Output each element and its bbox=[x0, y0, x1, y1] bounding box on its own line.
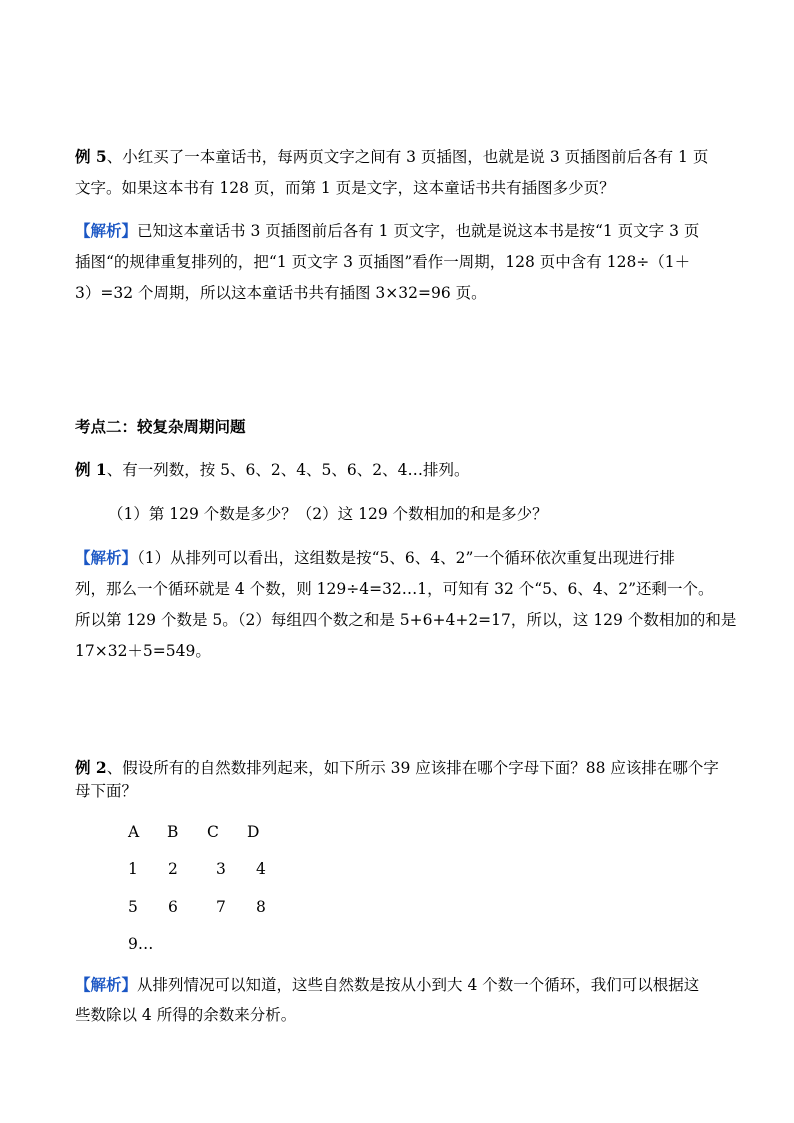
solution-5-line-2: 插图“的规律重复排列的，把“1 页文字 3 页插图”看作一周期，128 页中含有 128÷（1＋ bbox=[75, 253, 691, 271]
example-5-line-2: 文字。如果这本书有 128 页，而第 1 页是文字，这本童话书共有插图多少页？ bbox=[75, 179, 615, 197]
section-title: 考点二：较复杂周期问题 bbox=[75, 417, 246, 436]
table-cell: 6 bbox=[168, 898, 178, 916]
solution-1-line-4: 17×32＋5=549。 bbox=[75, 642, 211, 660]
example-1-question: （1）第 129 个数是多少？（2）这 129 个数相加的和是多少？ bbox=[108, 505, 548, 523]
example-2-line-1 bbox=[75, 758, 719, 778]
solution-5-line-1 bbox=[75, 221, 699, 241]
solution-2-tag: 【解析】 bbox=[75, 975, 138, 994]
example-5-text-1: 、小红买了一本童话书，每两页文字之间有 3 页插图，也就是说 3 页插图前后各有 1 页 bbox=[106, 148, 709, 166]
solution-2-line-1 bbox=[75, 975, 699, 995]
solution-1-line-1 bbox=[75, 548, 675, 568]
solution-2-line-2: 些数除以 4 所得的余数来分析。 bbox=[75, 1006, 297, 1024]
table-cell: 7 bbox=[216, 898, 226, 916]
table-cell: 1 bbox=[128, 860, 138, 878]
table-cell: 4 bbox=[256, 860, 266, 878]
solution-5-line-3: 3）=32 个周期，所以这本童话书共有插图 3×32=96 页。 bbox=[75, 284, 487, 302]
solution-5-text-1: 已知这本童话书 3 页插图前后各有 1 页文字，也就是说这本书是按“1 页文字 3 页 bbox=[137, 222, 700, 240]
solution-1-text-1: （1）从排列可以看出，这组数是按“5、6、4、2”一个循环依次重复出现进行排 bbox=[137, 549, 675, 567]
table-cell: 3 bbox=[216, 860, 226, 878]
solution-1-line-2: 列，那么一个循环就是 4 个数，则 129÷4=32…1，可知有 32 个“5、6、4、2”还剩一个。 bbox=[75, 580, 714, 598]
example-1-label: 例 1 bbox=[75, 460, 107, 479]
table-cell: 8 bbox=[256, 898, 266, 916]
table-header-cell: A bbox=[128, 823, 140, 841]
example-1-line-1 bbox=[75, 460, 470, 480]
table-header-cell: D bbox=[247, 823, 260, 841]
example-1-text-1: 、有一列数，按 5、6、2、4、5、6、2、4…排列。 bbox=[106, 461, 470, 479]
table-cell: 2 bbox=[168, 860, 178, 878]
solution-1-line-3: 所以第 129 个数是 5。（2）每组四个数之和是 5+6+4+2=17，所以，这 129 个数相加的和是 bbox=[75, 611, 737, 629]
solution-5-tag: 【解析】 bbox=[75, 221, 138, 240]
example-2-label: 例 2 bbox=[75, 758, 107, 777]
table-cell: 5 bbox=[128, 898, 138, 916]
solution-2-text-1: 从排列情况可以知道，这些自然数是按从小到大 4 个数一个循环，我们可以根据这 bbox=[137, 976, 700, 994]
table-cell: 9… bbox=[128, 935, 154, 953]
solution-1-tag: 【解析】 bbox=[75, 548, 138, 567]
example-5-label: 例 5 bbox=[75, 147, 107, 166]
example-2-line-2: 母下面？ bbox=[75, 782, 138, 800]
table-header-cell: B bbox=[167, 823, 179, 841]
example-5-line-1 bbox=[75, 147, 708, 167]
table-header-cell: C bbox=[207, 823, 219, 841]
example-2-text-1: 、假设所有的自然数排列起来，如下所示 39 应该排在哪个字母下面？88 应该排在哪个字 bbox=[106, 759, 719, 777]
